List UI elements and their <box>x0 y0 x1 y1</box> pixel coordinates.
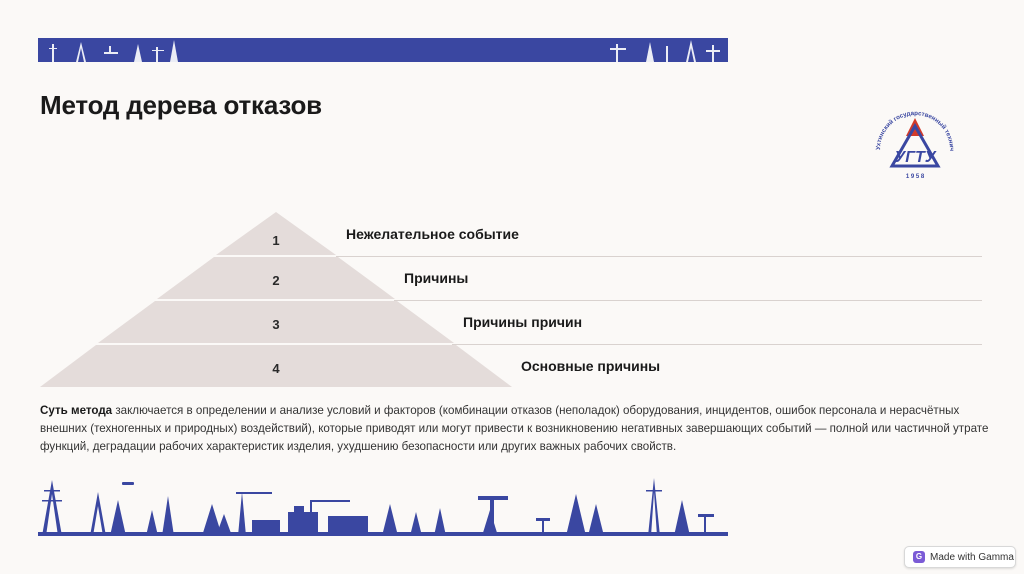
top-banner <box>38 38 728 62</box>
tier-number-4: 4 <box>272 361 280 376</box>
logo-year: 1 9 5 8 <box>905 174 925 180</box>
logo-ring-text: Ухтинский государственный технич <box>874 109 956 152</box>
made-with-gamma-badge[interactable] <box>904 546 1016 568</box>
logo-mark: УГТУ <box>894 149 936 166</box>
page-title: Метод дерева отказов <box>40 90 322 120</box>
tier-number-1: 1 <box>272 233 280 248</box>
tier-label-4: Основные причины <box>521 358 661 374</box>
description-lead: Суть метода <box>40 404 113 417</box>
oil-rig-silhouette-left <box>46 38 186 62</box>
industrial-landscape-banner <box>38 470 728 536</box>
svg-text:Ухтинский государственный техн <box>862 100 955 152</box>
tier-number-3: 3 <box>272 317 280 332</box>
divider-line <box>452 344 982 345</box>
badge-label: Made with Gamma <box>930 551 1014 563</box>
method-description <box>40 402 990 456</box>
tier-label-1: Нежелательное событие <box>346 226 519 242</box>
oil-rig-silhouette-right <box>606 38 726 62</box>
tier-label-2: Причины <box>404 270 469 286</box>
university-logo <box>862 100 968 188</box>
divider-line <box>336 256 982 257</box>
description-text: заключается в определении и анализе условий и факторов (комбинации отказов (неполадок) оборудования, инцидентов, ошибок персонала и нерасчётных внешних (техногенных и природных) воздействий), которые приводят или могут привести к возникновению негативных завершающих событий — полной или частичной утрате функций, деградации рабочих характеристик изделия, ухудшению безопасности или других важных рабочих свойств. <box>40 404 989 453</box>
divider-line <box>394 300 982 301</box>
tier-number-2: 2 <box>272 273 280 288</box>
gamma-icon: G <box>913 551 925 563</box>
tier-label-3: Причины причин <box>463 314 583 330</box>
